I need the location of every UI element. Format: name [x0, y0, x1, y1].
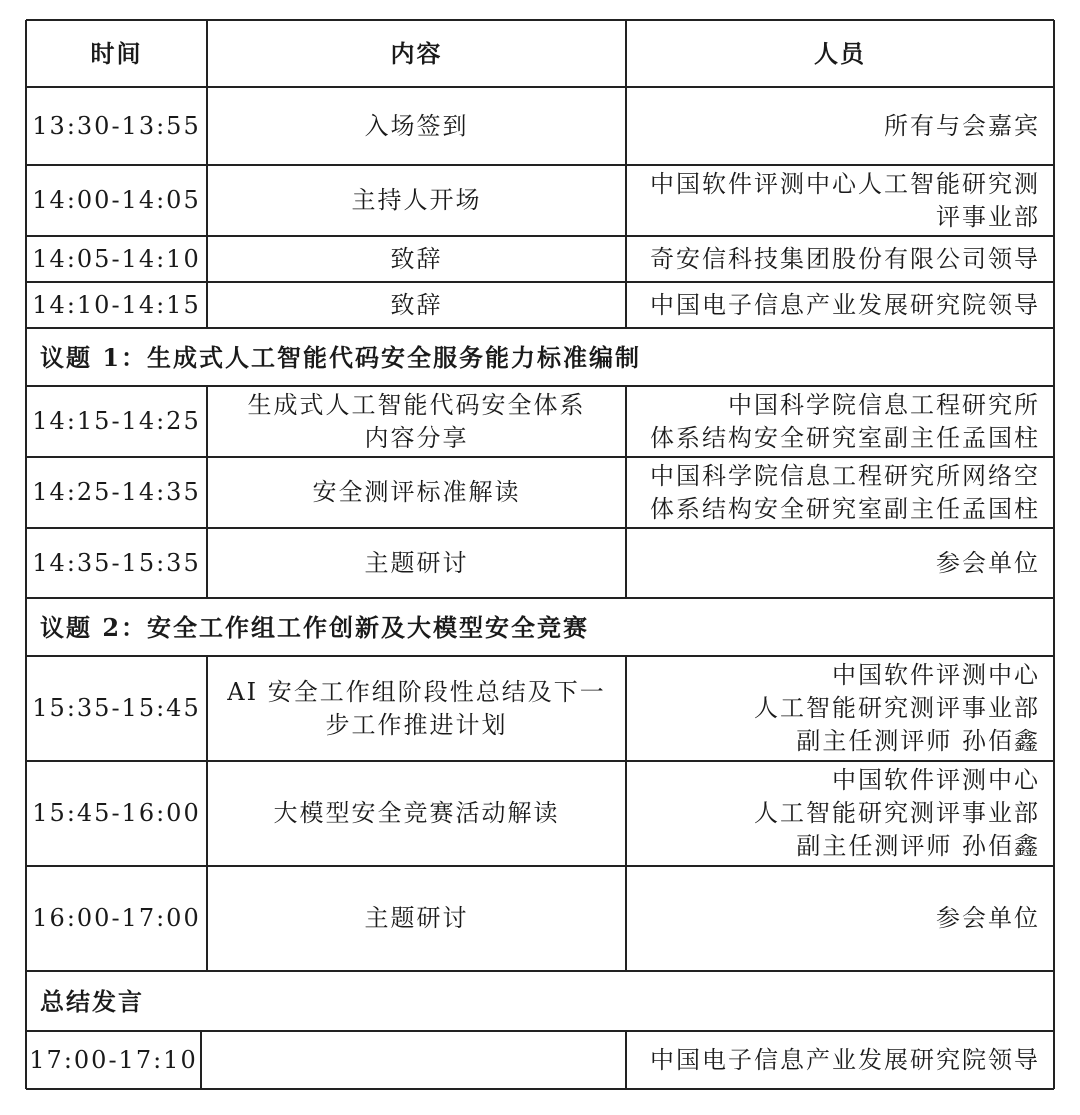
cell-line: 致辞 — [390, 290, 443, 319]
content-cell — [207, 457, 626, 528]
people-cell — [626, 386, 1054, 457]
cell-line: 体系结构安全研究室副主任孟国柱 — [650, 494, 1040, 523]
cell-line: 中国软件评测中心人工智能研究测 — [650, 169, 1040, 198]
column-divider — [625, 87, 627, 165]
people-cell — [626, 457, 1054, 528]
cell-line: 奇安信科技集团股份有限公司领导 — [650, 244, 1040, 273]
header-time: 时间 — [90, 39, 143, 68]
cell-line: 体系结构安全研究室副主任孟国柱 — [650, 423, 1040, 452]
cell-line: 中国软件评测中心 — [832, 661, 1040, 689]
column-divider — [206, 866, 208, 971]
cell-line: 副主任测评师 孙佰鑫 — [796, 727, 1040, 755]
people-cell — [626, 236, 1054, 282]
column-divider — [625, 1031, 627, 1089]
cell-line: 中国电子信息产业发展研究院领导 — [650, 1045, 1040, 1074]
cell-line: 副主任测评师 孙佰鑫 — [796, 832, 1040, 860]
content-cell — [207, 761, 626, 866]
column-divider — [206, 20, 208, 87]
people-cell — [626, 656, 1054, 761]
column-divider — [206, 87, 208, 165]
column-divider — [206, 282, 208, 328]
cell-line: 步工作推进计划 — [325, 710, 508, 739]
time-cell: 14:25-14:35 — [32, 478, 201, 506]
cell-line: 中国科学院信息工程研究所 — [728, 390, 1040, 419]
time-cell: 14:15-14:25 — [32, 407, 201, 435]
column-divider — [200, 1031, 202, 1089]
column-divider — [625, 457, 627, 528]
section-heading: 总结发言 — [40, 986, 144, 1016]
header-people: 人员 — [814, 39, 866, 68]
content-cell — [207, 656, 626, 761]
people-cell — [626, 165, 1054, 236]
people-cell — [626, 866, 1054, 971]
cell-line: 评事业部 — [936, 202, 1040, 231]
time-cell: 14:00-14:05 — [32, 186, 201, 214]
column-divider — [206, 528, 208, 598]
agenda-table — [26, 20, 1054, 1089]
column-divider — [206, 236, 208, 282]
content-cell — [207, 866, 626, 971]
content-cell — [207, 87, 626, 165]
column-divider — [625, 866, 627, 971]
column-divider — [206, 165, 208, 236]
cell-line: 入场签到 — [364, 111, 469, 140]
people-cell — [626, 761, 1054, 866]
column-divider — [206, 656, 208, 761]
section-heading: 议题 1：生成式人工智能代码安全服务能力标准编制 — [40, 342, 642, 372]
section-heading: 议题 2：安全工作组工作创新及大模型安全竞赛 — [40, 612, 590, 642]
cell-line: 内容分享 — [364, 423, 469, 452]
cell-line: 中国电子信息产业发展研究院领导 — [650, 290, 1040, 319]
cell-line: 致辞 — [390, 244, 443, 273]
column-divider — [625, 386, 627, 457]
column-divider — [625, 236, 627, 282]
time-cell: 14:35-15:35 — [32, 548, 201, 577]
content-cell — [207, 165, 626, 236]
cell-line: 参会单位 — [936, 548, 1040, 577]
column-divider — [625, 761, 627, 866]
column-divider — [625, 656, 627, 761]
header-content: 内容 — [390, 39, 443, 68]
cell-line: AI 安全工作组阶段性总结及下一 — [227, 677, 606, 706]
content-cell — [201, 1031, 626, 1089]
time-cell: 16:00-17:00 — [32, 904, 201, 932]
people-cell — [626, 1031, 1054, 1089]
cell-line: 所有与会嘉宾 — [884, 111, 1040, 140]
content-cell — [207, 236, 626, 282]
column-divider — [625, 20, 627, 87]
column-divider — [625, 282, 627, 328]
column-divider — [206, 386, 208, 457]
column-divider — [206, 761, 208, 866]
people-cell — [626, 87, 1054, 165]
people-cell — [626, 528, 1054, 598]
cell-line: 安全测评标准解读 — [312, 478, 521, 506]
content-cell — [207, 282, 626, 328]
time-cell: 15:45-16:00 — [32, 799, 201, 827]
column-divider — [625, 528, 627, 598]
time-cell: 14:05-14:10 — [32, 244, 201, 273]
column-divider — [206, 457, 208, 528]
time-cell: 14:10-14:15 — [32, 290, 201, 319]
cell-line: 人工智能研究测评事业部 — [754, 694, 1040, 722]
cell-line: 人工智能研究测评事业部 — [754, 799, 1040, 827]
cell-line: 中国科学院信息工程研究所网络空 — [650, 461, 1040, 490]
content-cell — [207, 386, 626, 457]
time-cell: 13:30-13:55 — [32, 111, 201, 140]
column-divider — [625, 165, 627, 236]
cell-line: 生成式人工智能代码安全体系 — [247, 390, 586, 419]
time-cell: 17:00-17:10 — [29, 1045, 198, 1074]
cell-line: 主题研讨 — [364, 548, 469, 577]
content-cell — [207, 528, 626, 598]
cell-line: 中国软件评测中心 — [832, 766, 1040, 794]
time-cell: 15:35-15:45 — [32, 694, 201, 722]
cell-line: 大模型安全竞赛活动解读 — [273, 799, 560, 827]
people-cell — [626, 282, 1054, 328]
cell-line: 主题研讨 — [364, 904, 469, 932]
cell-line: 主持人开场 — [351, 186, 482, 214]
cell-line: 参会单位 — [936, 904, 1040, 932]
